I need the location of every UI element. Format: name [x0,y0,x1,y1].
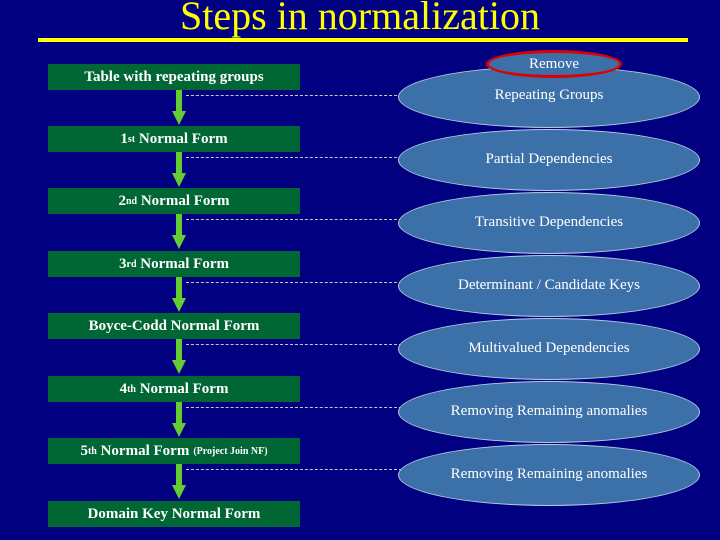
step-suffix: Normal Form [136,255,229,272]
remove-label: Remove [529,55,579,72]
ordinal-suffix: nd [125,195,138,207]
normal-form-step [48,251,300,277]
ordinal-suffix: rd [126,258,137,270]
connector-line [186,219,402,220]
removal-ellipse [398,129,700,191]
removal-label: Transitive Dependencies [474,214,624,230]
connector-line [186,344,402,345]
step-suffix: Normal Form [137,192,230,209]
step-label: 3 [119,255,127,272]
normal-form-step [48,376,300,402]
connector-line [186,95,402,96]
removal-label: Determinant / Candidate Keys [457,277,641,293]
connector-line [186,407,402,408]
step-suffix: Normal Form [96,442,190,459]
ordinal-suffix: th [127,383,136,395]
step-suffix: Normal Form [135,130,228,147]
connector-line [186,469,402,470]
normal-form-step [48,501,300,527]
removal-ellipse [398,381,700,443]
removal-label: Repeating Groups [494,87,604,103]
ordinal-suffix: th [87,445,97,457]
step-note: (Project Join NF) [193,445,268,457]
step-label: 4 [119,380,128,397]
title-underline [38,38,688,42]
connector-line [186,282,402,283]
step-label: 2 [118,192,126,209]
step-label: 5 [80,442,88,459]
step-label: Domain Key Normal Form [87,505,261,522]
ordinal-suffix: st [127,133,136,145]
removal-label: Multivalued Dependencies [468,340,630,356]
removal-label: Removing Remaining anomalies [450,466,648,482]
remove-label-bubble [486,50,622,78]
step-label: Boyce-Codd Normal Form [88,317,260,334]
removal-ellipse [398,444,700,506]
normal-form-step [48,188,300,214]
removal-label: Partial Dependencies [485,151,613,167]
down-arrow-icon [172,90,186,124]
removal-ellipse [398,318,700,380]
down-arrow-icon [172,402,186,436]
step-suffix: Normal Form [135,380,229,397]
removal-label: Removing Remaining anomalies [450,403,648,419]
down-arrow-icon [172,214,186,248]
down-arrow-icon [172,339,186,373]
page-title: Steps in normalization [180,0,540,38]
step-label: 1 [120,130,128,147]
removal-ellipse [398,192,700,254]
step-label: Table with repeating groups [84,68,264,85]
normal-form-step [48,313,300,339]
removal-ellipse [398,255,700,317]
connector-line [186,157,402,158]
down-arrow-icon [172,277,186,311]
normal-form-step [48,438,300,464]
normal-form-step [48,126,300,152]
down-arrow-icon [172,464,186,498]
down-arrow-icon [172,152,186,186]
normal-form-step [48,64,300,90]
